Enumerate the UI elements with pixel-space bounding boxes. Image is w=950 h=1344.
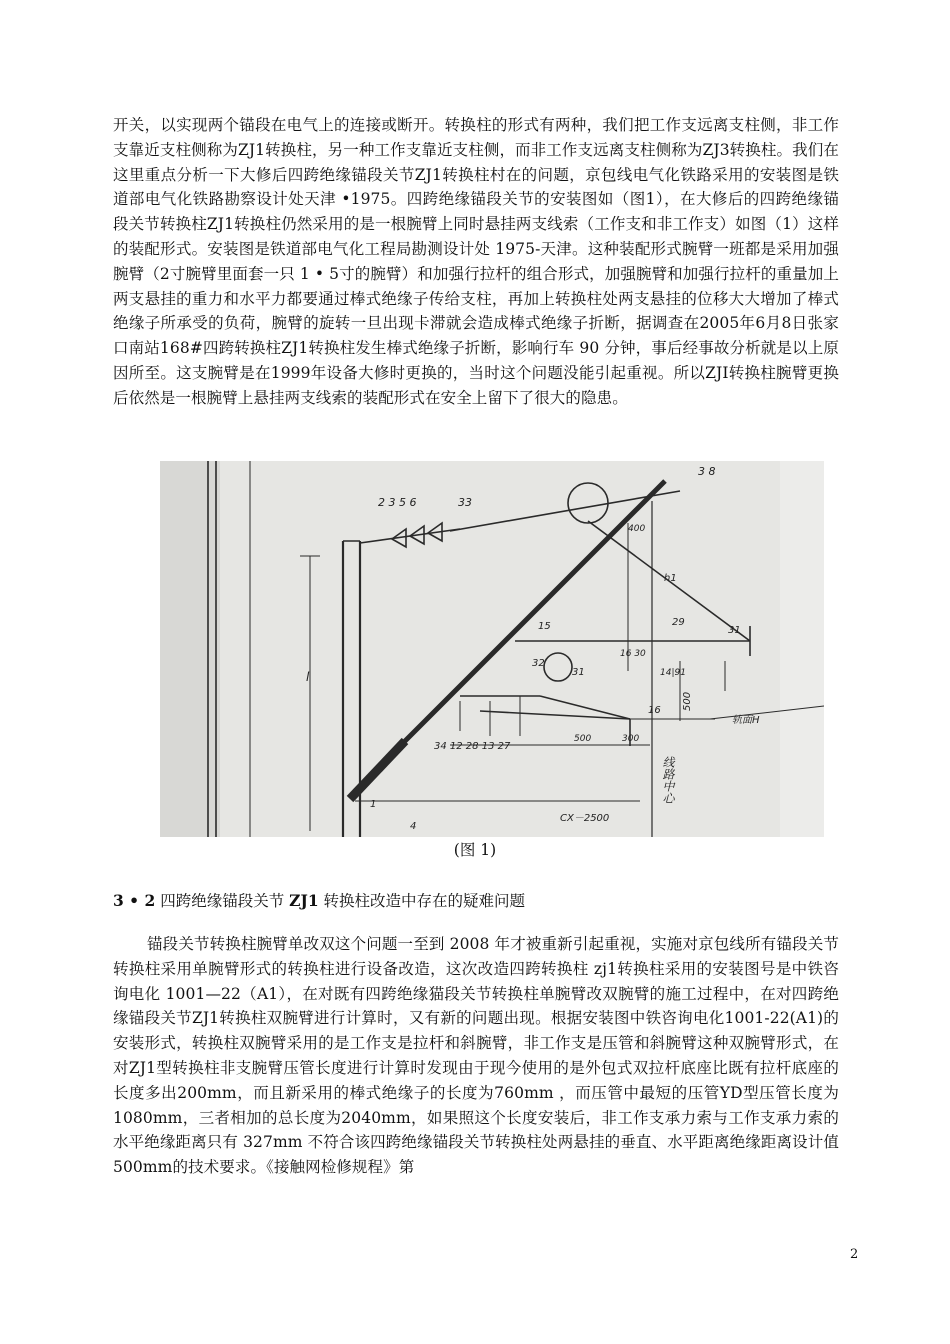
body-paragraph-2: 锚段关节转换柱腕臂单改双这个问题一至到 2008 年才被重新引起重视，实施对京包线所有锚段关节转换柱采用单腕臂形式的转换柱进行设备改造，这次改造四跨转换柱 zj1转换柱采用的安装图号是中铁咨询电化 1001—22（A1），在对既有四跨绝缘猫段关节转换柱单腕臂改双腕臂的施工过程中，在对四跨绝缘锚段关节ZJ1转换柱双腕臂进行计算时，又有新的问题出现。根据安装图中铁咨询电化1001-22(A1)的安装形式，转换柱双腕臂采用的是工作支是拉杆和斜腕臂，非工作支是压管和斜腕臂这种双腕臂形式，在对ZJ1型转换柱非支腕臂压管长度进行计算时发现由于现今使用的是外包式双拉杆底座比既有拉杆底座的长度多出200mm，而且新采用的棒式绝缘子的长度为760mm ，而压管中最短的压管YD型压管长度为1080mm，三者相加的总长度为2040mm，如果照这个长度安装后，非工作支承力索与工作支承力索的水平绝缘距离只有 327mm 不符合该四跨绝缘锚段关节转换柱处两悬挂的垂直、水平距离绝缘距离设计值500mm的技术要求。《接触网检修规程》第 (113, 935, 839, 1177)
right-area (780, 461, 824, 837)
left-shadow (160, 461, 220, 837)
label-1: 1 (370, 799, 377, 810)
label-h1: h1 (664, 573, 677, 584)
label-16: 16 (648, 705, 661, 716)
label-400: 400 (628, 524, 646, 534)
label-29: 29 (672, 617, 685, 628)
label-4: 4 (410, 821, 417, 832)
section-title-part2: 转换柱改造中存在的疑难问题 (323, 892, 526, 910)
label-500: 500 (574, 734, 592, 744)
body-paragraph-1: 开关，以实现两个锚段在电气上的连接或断开。转换柱的形式有两种，我们把工作支远离支柱侧，非工作支靠近支柱侧称为ZJ1转换柱，另一种工作支靠近支柱侧，而非工作支远离支柱侧称为ZJ3转换柱。我们在这里重点分析一下大修后四跨绝缘锚段关节ZJ1转换柱村在的问题，京包线电气化铁路采用的安装图是铁道部电气化铁路勘察设计处天津 •1975。四跨绝缘锚段关节的安装图如（图1），在大修后的四跨绝缘锚段关节转换柱ZJ1转换柱仍然采用的是一根腕臂上同时悬挂两支线索（工作支和非工作支）如图（1）这样的装配形式。安装图是铁道部电气化工程局勘测设计处 1975-天津。这种装配形式腕臂一班都是采用加强腕臂（2寸腕臂里面套一只 1 • 5寸的腕臂）和加强行拉杆的组合形式，加强腕臂和加强行拉杆的重量加上两支悬挂的重力和水平力都要通过棒式绝缘子传给支柱，再加上转换柱处两支悬挂的位移大大增加了棒式绝缘子所承受的负荷，腕臂的旋转一旦出现卡滞就会造成棒式绝缘子折断，据调查在2005年6月8日张家口南站168#四跨转换柱ZJ1转换柱发生棒式绝缘子折断，影响行车 90 分钟，事后经事故分析就是以上原因所至。这支腕臂是在1999年设备大修时更换的，当时这个问题没能引起重视。所以ZJI转换柱腕臂更换后依然是一根腕臂上悬挂两支线索的装配形式在安全上留下了很大的隐患。 (113, 116, 839, 407)
label-31: 31 (728, 625, 741, 636)
figure-caption: (图 1) (453, 841, 497, 859)
page-number: 2 (850, 1247, 859, 1262)
label-500-vertical: 500 (682, 691, 693, 711)
label-15: 15 (538, 621, 551, 632)
section-title-part1: 四跨绝缘锚段关节 (160, 892, 285, 910)
label-top-group: 2 3 5 6 (378, 496, 417, 509)
section-title-bold: ZJ1 (289, 891, 319, 910)
label-31b: 31 (572, 667, 585, 678)
section-heading (113, 889, 525, 911)
label-38: 3 8 (698, 465, 716, 478)
label-l: l (306, 670, 310, 684)
label-track-center: 线路中心 (661, 756, 675, 804)
label-33: 33 (458, 496, 472, 509)
section-number: 3 • 2 (113, 891, 156, 910)
paper-background (160, 461, 824, 837)
label-1491: 14|91 (660, 668, 686, 678)
label-rail: 轨面H (732, 715, 760, 726)
label-cx: CX－2500 (560, 813, 610, 824)
label-300: 300 (622, 734, 640, 744)
label-bottom-parts: 34 12 28 13 27 (434, 741, 511, 752)
installation-diagram (160, 461, 824, 837)
label-1630: 16 30 (620, 649, 646, 659)
figure-drawing (160, 461, 824, 837)
label-32: 32 (532, 658, 545, 669)
